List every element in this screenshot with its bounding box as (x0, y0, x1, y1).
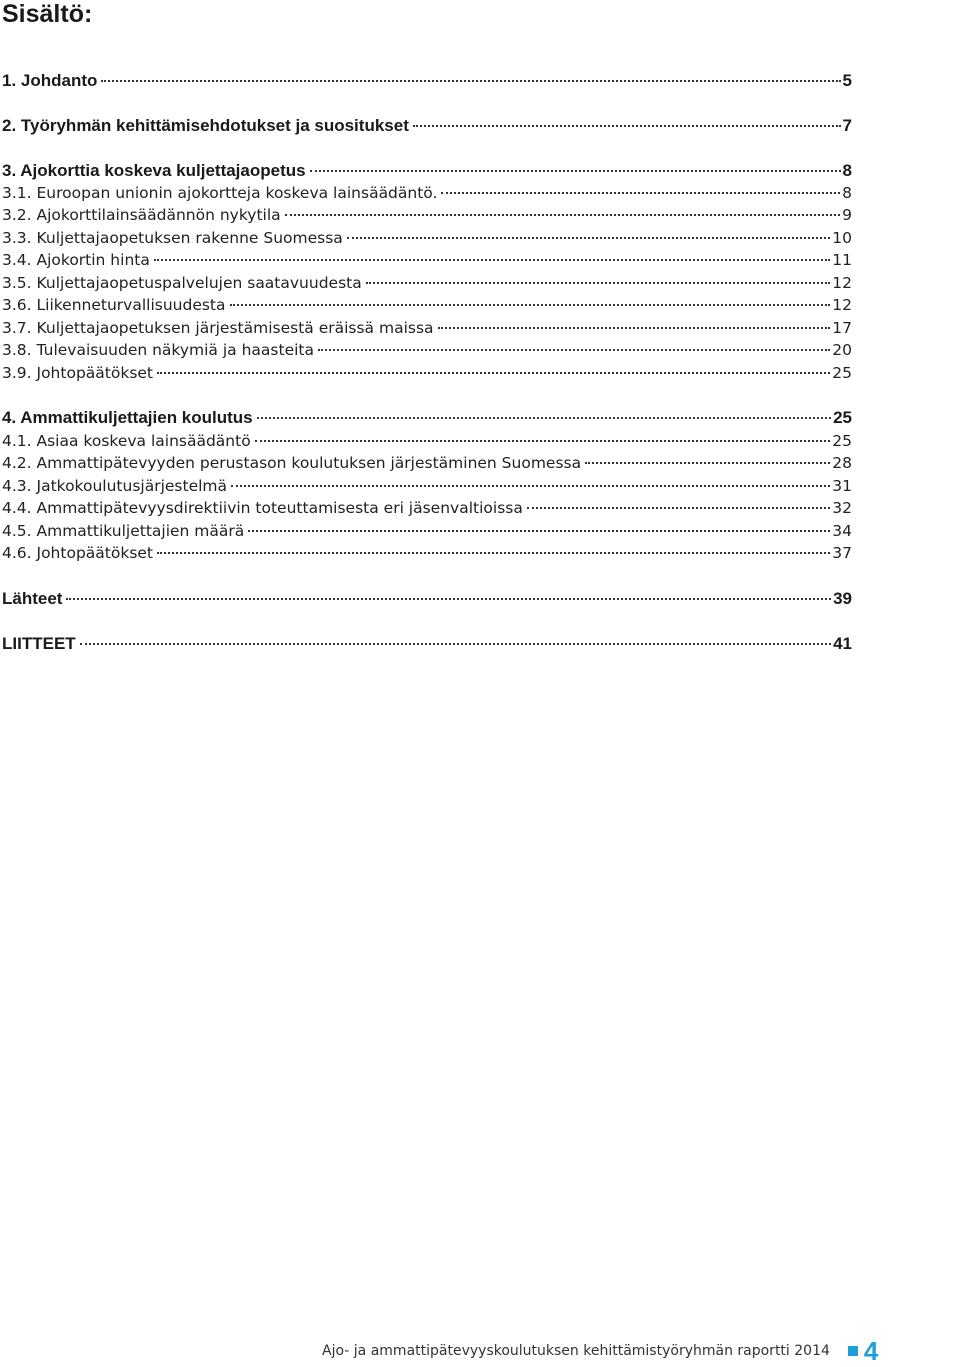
toc-entry-label: 3.7. Kuljettajaopetuksen järjestämisestä eräissä maissa (2, 319, 434, 337)
toc-dot-leader (248, 530, 830, 532)
page-title: Sisältö: (2, 0, 93, 28)
toc-entry-label: 4.5. Ammattikuljettajien määrä (2, 522, 245, 540)
toc-dot-leader (441, 192, 840, 194)
toc-entry-page: 39 (833, 589, 852, 608)
footer-square-icon (848, 1346, 858, 1356)
toc-dot-leader (318, 349, 830, 351)
toc-entry-page: 12 (832, 274, 852, 292)
toc-entry[interactable] (2, 520, 852, 542)
toc-entry-page: 12 (832, 296, 852, 314)
toc-entry-page: 31 (832, 477, 852, 495)
toc-entry-label: 1. Johdanto (2, 71, 98, 90)
toc-entry-page: 25 (833, 408, 852, 427)
toc-entry-page: 37 (832, 544, 852, 562)
toc-dot-leader (585, 462, 830, 464)
toc-dot-leader (366, 282, 831, 284)
toc-entry[interactable] (2, 204, 852, 226)
toc-entry-label: 2. Työryhmän kehittämisehdotukset ja suositukset (2, 116, 409, 135)
toc-dot-leader (154, 259, 830, 261)
page-footer (322, 1335, 879, 1366)
toc-entry-label: 4.1. Asiaa koskeva lainsäädäntö (2, 432, 251, 450)
toc-entry-page: 25 (832, 364, 852, 382)
toc-entry-page: 17 (832, 319, 852, 337)
toc-entry-label: 3.9. Johtopäätökset (2, 364, 154, 382)
toc-entry[interactable] (2, 339, 852, 361)
toc-dot-leader (285, 214, 840, 216)
toc-dot-leader (101, 80, 840, 82)
toc-dot-leader (255, 440, 831, 442)
toc-entry-label: 4. Ammattikuljettajien koulutus (2, 408, 253, 427)
toc-entry-page: 20 (832, 341, 852, 359)
toc-entry-label: 3.6. Liikenneturvallisuudesta (2, 296, 226, 314)
toc-dot-leader (310, 170, 841, 172)
toc-entry[interactable] (2, 362, 852, 384)
toc-dot-leader (527, 507, 830, 509)
toc-entry-label: 3. Ajokorttia koskeva kuljettajaopetus (2, 161, 306, 180)
toc-entry-page: 8 (842, 161, 852, 180)
toc-entry-page: 7 (842, 116, 852, 135)
toc-entry-label: 4.4. Ammattipätevyysdirektiivin toteuttamisesta eri jäsenvaltioissa (2, 499, 523, 517)
toc-dot-leader (157, 552, 830, 554)
toc-entry-label: 3.5. Kuljettajaopetuspalvelujen saatavuudesta (2, 274, 362, 292)
toc-entry-label: 3.8. Tulevaisuuden näkymiä ja haasteita (2, 341, 314, 359)
toc-entry-page: 28 (832, 454, 852, 472)
toc-dot-leader (230, 304, 831, 306)
toc-entry[interactable] (2, 633, 852, 655)
toc-entry[interactable] (2, 407, 852, 429)
toc-entry[interactable] (2, 542, 852, 564)
toc-dot-leader (80, 643, 831, 645)
footer-report-title: Ajo- ja ammattipätevyyskoulutuksen kehittämistyöryhmän raportti 2014 (322, 1343, 830, 1359)
toc-dot-leader (231, 485, 830, 487)
toc-entry[interactable] (2, 452, 852, 474)
toc-dot-leader (438, 327, 831, 329)
toc-dot-leader (157, 372, 830, 374)
toc-entry-page: 32 (832, 499, 852, 517)
toc-entry[interactable] (2, 227, 852, 249)
toc-entry-page: 11 (832, 251, 852, 269)
toc-entry[interactable] (2, 430, 852, 452)
toc-entry-page: 5 (842, 71, 852, 90)
toc-entry-label: 3.3. Kuljettajaopetuksen rakenne Suomessa (2, 229, 343, 247)
toc-entry-page: 9 (842, 206, 852, 224)
toc-entry-label: 4.3. Jatkokoulutusjärjestelmä (2, 477, 228, 495)
toc-entry[interactable] (2, 475, 852, 497)
footer-page-number: 4 (863, 1335, 879, 1366)
toc-entry-label: 3.1. Euroopan unionin ajokortteja koskeva lainsäädäntö. (2, 184, 438, 202)
toc-entry[interactable] (2, 497, 852, 519)
toc-entry-label: 3.4. Ajokortin hinta (2, 251, 150, 269)
toc-entry-page: 8 (842, 184, 852, 202)
toc-entry-page: 25 (832, 432, 852, 450)
toc-entry[interactable] (2, 115, 852, 137)
toc-entry-label: 3.2. Ajokorttilainsäädännön nykytila (2, 206, 281, 224)
toc-entry[interactable] (2, 182, 852, 204)
toc-entry[interactable] (2, 70, 852, 92)
toc-entry[interactable] (2, 588, 852, 610)
toc-entry-page: 41 (833, 634, 852, 653)
toc-entry-label: 4.6. Johtopäätökset (2, 544, 154, 562)
toc-entry[interactable] (2, 294, 852, 316)
toc-entry-label: LIITTEET (2, 634, 76, 653)
toc-dot-leader (347, 237, 830, 239)
toc-entry[interactable] (2, 249, 852, 271)
toc-entry-page: 10 (832, 229, 852, 247)
toc-entry-label: Lähteet (2, 589, 63, 608)
toc-dot-leader (257, 417, 831, 419)
toc-dot-leader (66, 598, 831, 600)
toc-entry-page: 34 (832, 522, 852, 540)
toc-entry[interactable] (2, 160, 852, 182)
toc-entry[interactable] (2, 317, 852, 339)
toc-dot-leader (413, 125, 841, 127)
toc-entry-label: 4.2. Ammattipätevyyden perustason koulutuksen järjestäminen Suomessa (2, 454, 582, 472)
toc-entry[interactable] (2, 272, 852, 294)
